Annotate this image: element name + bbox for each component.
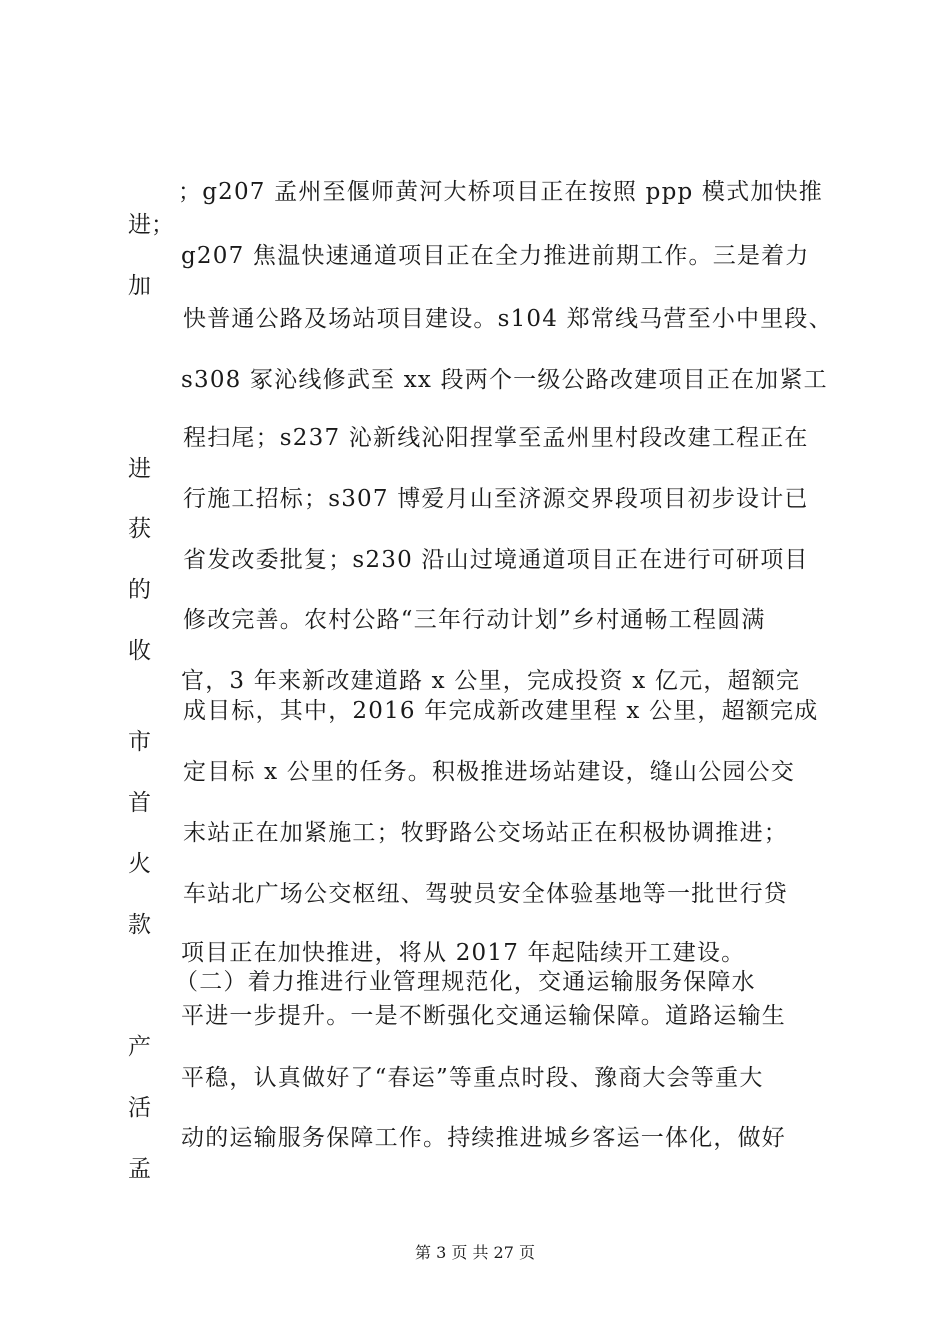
margin-text: 收 xyxy=(128,638,151,664)
margin-text: 款 xyxy=(128,912,151,938)
text-line: 末站正在加紧施工；牧野路公交场站正在积极协调推进； xyxy=(183,820,788,846)
text-line: g207 焦温快速通道项目正在全力推进前期工作。三是着力 xyxy=(181,243,810,269)
text-line: 修改完善。农村公路“三年行动计划”乡村通畅工程圆满 xyxy=(183,607,766,633)
margin-text: 市 xyxy=(128,729,151,755)
text-line: 程扫尾；s237 沁新线沁阳捏掌至孟州里村段改建工程正在 xyxy=(183,425,809,451)
margin-text: 孟 xyxy=(128,1156,151,1182)
text-line: （二）着力推进行业管理规范化，交通运输服务保障水 xyxy=(175,969,756,995)
text-line: 官，3 年来新改建道路 x 公里，完成投资 x 亿元，超额完 xyxy=(181,668,801,694)
text-line: 项目正在加快推进，将从 2017 年起陆续开工建设。 xyxy=(181,940,746,966)
text-line: s308 冢沁线修武至 xx 段两个一级公路改建项目正在加紧工 xyxy=(181,367,828,393)
text-line: 平进一步提升。一是不断强化交通运输保障。道路运输生 xyxy=(181,1003,786,1029)
margin-text: 产 xyxy=(128,1034,151,1060)
margin-text: 进； xyxy=(128,212,174,238)
margin-text: 的 xyxy=(128,577,151,603)
text-line: 车站北广场公交枢纽、驾驶员安全体验基地等一批世行贷 xyxy=(183,881,788,907)
margin-text: 获 xyxy=(128,516,151,542)
text-line: 成目标，其中，2016 年完成新改建里程 x 公里，超额完成 xyxy=(183,698,819,724)
text-line: ；g207 孟州至偃师黄河大桥项目正在按照 ppp 模式加快推 xyxy=(178,179,823,205)
text-line: 动的运输服务保障工作。持续推进城乡客运一体化，做好 xyxy=(181,1125,786,1151)
margin-text: 首 xyxy=(128,790,151,816)
text-line: 定目标 x 公里的任务。积极推进场站建设，缝山公园公交 xyxy=(183,759,795,785)
page-number-footer: 第 3 页 共 27 页 xyxy=(415,1243,535,1262)
margin-text: 火 xyxy=(128,851,151,877)
text-line: 行施工招标；s307 博爱月山至济源交界段项目初步设计已 xyxy=(183,486,809,512)
margin-text: 进 xyxy=(128,456,151,482)
text-line: 平稳，认真做好了“春运”等重点时段、豫商大会等重大 xyxy=(181,1065,764,1091)
text-line: 快普通公路及场站项目建设。s104 郑常线马营至小中里段、 xyxy=(183,306,833,332)
text-line: 省发改委批复；s230 沿山过境通道项目正在进行可研项目 xyxy=(183,547,809,573)
margin-text: 加 xyxy=(128,273,151,299)
margin-text: 活 xyxy=(128,1095,151,1121)
